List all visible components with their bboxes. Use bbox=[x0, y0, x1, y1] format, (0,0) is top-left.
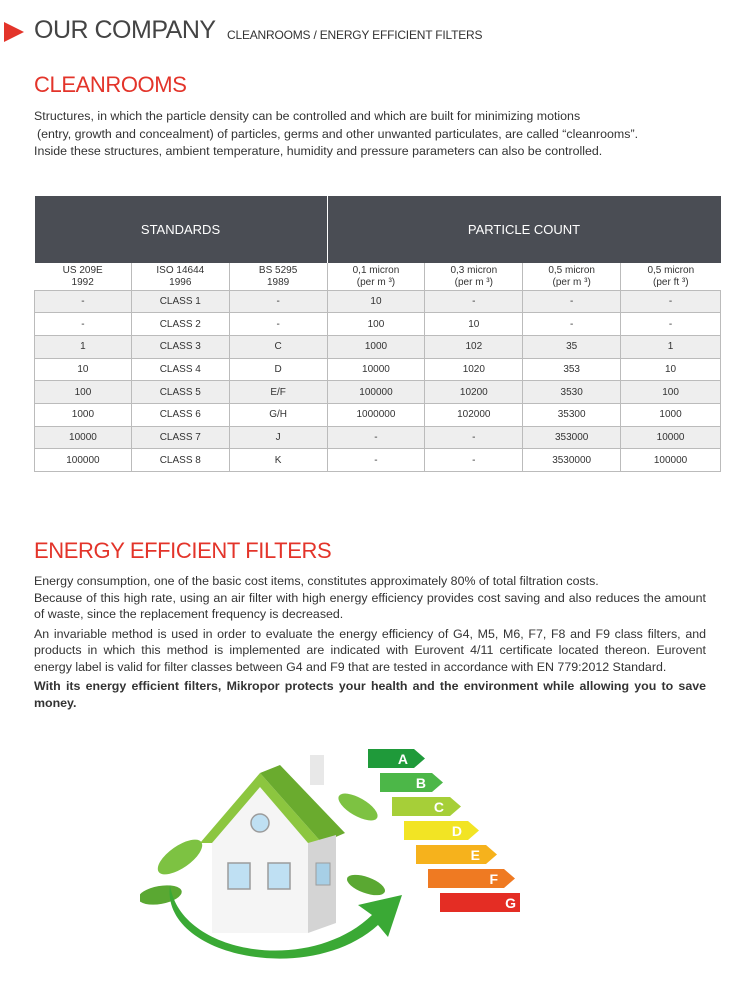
column-header bbox=[327, 263, 425, 290]
table-row bbox=[35, 381, 721, 404]
energy-paragraph-1: Energy consumption, one of the basic cost items, constitutes approximately 80% of total filtration costs. bbox=[34, 574, 599, 588]
column-header-line: BS 5295 bbox=[258, 265, 298, 276]
table-cell: - bbox=[35, 313, 132, 336]
leaf-icon bbox=[140, 882, 183, 907]
table-row bbox=[35, 358, 721, 381]
column-header-line: 1992 bbox=[71, 277, 94, 288]
column-header-line: US 209E bbox=[62, 265, 103, 276]
energy-class-letter: F bbox=[489, 871, 498, 887]
column-header-line: (per m ³) bbox=[356, 277, 396, 288]
column-header-line: 0,1 micron bbox=[352, 265, 400, 276]
energy-class-bar bbox=[416, 845, 497, 864]
table-cell: G/H bbox=[229, 403, 327, 426]
table-cell: 10000 bbox=[621, 426, 721, 449]
table-cell: - bbox=[425, 426, 523, 449]
table-cell: - bbox=[523, 313, 621, 336]
table-cell: - bbox=[327, 449, 425, 472]
table-cell: K bbox=[229, 449, 327, 472]
table-row bbox=[35, 313, 721, 336]
window bbox=[316, 863, 330, 885]
table-cell: 10 bbox=[327, 290, 425, 313]
leaf-icon bbox=[334, 788, 381, 826]
energy-class-bar bbox=[428, 869, 515, 888]
table-cell: 10000 bbox=[327, 358, 425, 381]
table-cell: 100 bbox=[35, 381, 132, 404]
table-cell: 1000 bbox=[621, 403, 721, 426]
column-header bbox=[621, 263, 721, 290]
table-row bbox=[35, 290, 721, 313]
column-header bbox=[229, 263, 327, 290]
column-header bbox=[523, 263, 621, 290]
energy-paragraph-4: With its energy efficient filters, Mikropor protects your health and the environment while allowing you to save money. bbox=[34, 679, 706, 710]
table-cell: CLASS 2 bbox=[131, 313, 229, 336]
energy-class-letter: D bbox=[451, 823, 462, 839]
table-cell: 3530 bbox=[523, 381, 621, 404]
table-cell: - bbox=[425, 449, 523, 472]
chimney bbox=[310, 755, 324, 785]
window bbox=[268, 863, 290, 889]
table-cell: CLASS 1 bbox=[131, 290, 229, 313]
table-cell: CLASS 5 bbox=[131, 381, 229, 404]
window bbox=[228, 863, 250, 889]
table-cell: 1000 bbox=[327, 335, 425, 358]
table-cell: 100000 bbox=[327, 381, 425, 404]
cleanrooms-description bbox=[34, 108, 706, 161]
column-header-line: 1989 bbox=[266, 277, 290, 288]
column-header-line: 0,5 micron bbox=[647, 265, 695, 276]
column-header-line: 0,3 micron bbox=[450, 265, 498, 276]
energy-description bbox=[34, 573, 706, 711]
table-cell: 100 bbox=[327, 313, 425, 336]
standards-header: STANDARDS bbox=[35, 196, 328, 263]
table-cell: 353000 bbox=[523, 426, 621, 449]
energy-class-letter: C bbox=[433, 799, 444, 815]
cleanrooms-heading: CLEANROOMS bbox=[34, 72, 187, 97]
energy-filters-heading: ENERGY EFFICIENT FILTERS bbox=[34, 538, 332, 563]
table-cell: - bbox=[425, 290, 523, 313]
table-cell: 1020 bbox=[425, 358, 523, 381]
cleanrooms-line: Inside these structures, ambient temperature, humidity and pressure parameters can also be controlled. bbox=[34, 144, 603, 158]
energy-paragraph-3: An invariable method is used in order to evaluate the energy efficiency of G4, M5, M6, F7, F8 and F9 class filters, and products in which this method is implemented are indicated with Eurovent 4/11 certificate located thereon. Eurovent energy label is valid for filter classes between G4 and F9 that are tested in accordance with EN 779:2012 Standard. bbox=[34, 626, 706, 674]
energy-class-bar bbox=[404, 821, 479, 840]
energy-class-bar bbox=[368, 749, 425, 768]
table-cell: - bbox=[229, 290, 327, 313]
table-cell: 35 bbox=[523, 335, 621, 358]
table-cell: 1 bbox=[35, 335, 132, 358]
table-cell: 3530000 bbox=[523, 449, 621, 472]
energy-class-letter: B bbox=[415, 775, 426, 791]
energy-paragraph-2: Because of this high rate, using an air filter with high energy efficiency provides cost saving and also reduces the amount of waste, since the replacement frequency is decreased. bbox=[34, 590, 706, 621]
table-cell: - bbox=[229, 313, 327, 336]
round-window bbox=[251, 814, 269, 832]
page-header bbox=[0, 14, 732, 50]
table-cell: - bbox=[35, 290, 132, 313]
page-title: OUR COMPANY bbox=[34, 16, 216, 44]
table-row bbox=[35, 403, 721, 426]
table-cell: J bbox=[229, 426, 327, 449]
table-cell: E/F bbox=[229, 381, 327, 404]
table-cell: 102 bbox=[425, 335, 523, 358]
table-cell: 10200 bbox=[425, 381, 523, 404]
table-cell: 10 bbox=[35, 358, 132, 381]
table-cell: CLASS 8 bbox=[131, 449, 229, 472]
energy-class-letter: G bbox=[505, 895, 516, 911]
table-cell: - bbox=[523, 290, 621, 313]
leaf-icon bbox=[152, 833, 207, 881]
table-cell: CLASS 4 bbox=[131, 358, 229, 381]
cleanrooms-line: Structures, in which the particle density can be controlled and which are built for minimizing motions bbox=[34, 109, 581, 123]
table-cell: 10000 bbox=[35, 426, 132, 449]
table-cell: 100 bbox=[621, 381, 721, 404]
table-cell: 1000 bbox=[35, 403, 132, 426]
energy-class-letter: E bbox=[470, 847, 480, 863]
energy-class-bar bbox=[392, 797, 461, 816]
cleanrooms-line: (entry, growth and concealment) of particles, germs and other unwanted particulates, are called “cleanrooms”. bbox=[37, 126, 639, 141]
energy-class-bar bbox=[380, 773, 443, 792]
red-arrow-icon bbox=[4, 22, 24, 42]
energy-efficiency-house-illustration bbox=[140, 745, 520, 977]
leaf-icon bbox=[344, 871, 387, 900]
particle-count-header: PARTICLE COUNT bbox=[327, 196, 720, 263]
column-header bbox=[425, 263, 523, 290]
table-cell: 10 bbox=[425, 313, 523, 336]
table-cell: D bbox=[229, 358, 327, 381]
table-cell: 102000 bbox=[425, 403, 523, 426]
table-cell: CLASS 6 bbox=[131, 403, 229, 426]
table-row bbox=[35, 335, 721, 358]
table-cell: 1 bbox=[621, 335, 721, 358]
breadcrumb: CLEANROOMS / ENERGY EFFICIENT FILTERS bbox=[227, 28, 483, 42]
column-header-line: (per m ³) bbox=[454, 277, 493, 288]
table-cell: CLASS 7 bbox=[131, 426, 229, 449]
table-cell: C bbox=[229, 335, 327, 358]
table-body bbox=[35, 290, 721, 472]
table-cell: 10 bbox=[621, 358, 721, 381]
table-cell: 100000 bbox=[35, 449, 132, 472]
table-row bbox=[35, 426, 721, 449]
column-header-line: 0,5 micron bbox=[548, 265, 595, 276]
energy-class-letter: A bbox=[397, 751, 408, 767]
table-cell: - bbox=[327, 426, 425, 449]
column-header-line: (per ft ³) bbox=[653, 277, 689, 288]
table-cell: 1000000 bbox=[327, 403, 425, 426]
column-headers-row bbox=[35, 263, 721, 290]
table-cell: - bbox=[621, 290, 721, 313]
column-header-line: 1996 bbox=[169, 277, 192, 288]
column-header bbox=[35, 263, 132, 290]
table-cell: 353 bbox=[523, 358, 621, 381]
column-header-line: (per m ³) bbox=[552, 277, 591, 288]
table-cell: 35300 bbox=[523, 403, 621, 426]
table-cell: CLASS 3 bbox=[131, 335, 229, 358]
table-row bbox=[35, 449, 721, 472]
cleanroom-classes-table bbox=[34, 196, 721, 472]
table-cell: - bbox=[621, 313, 721, 336]
column-header bbox=[131, 263, 229, 290]
table-cell: 100000 bbox=[621, 449, 721, 472]
column-header-line: ISO 14644 bbox=[156, 265, 205, 276]
energy-label-bars bbox=[368, 749, 520, 912]
